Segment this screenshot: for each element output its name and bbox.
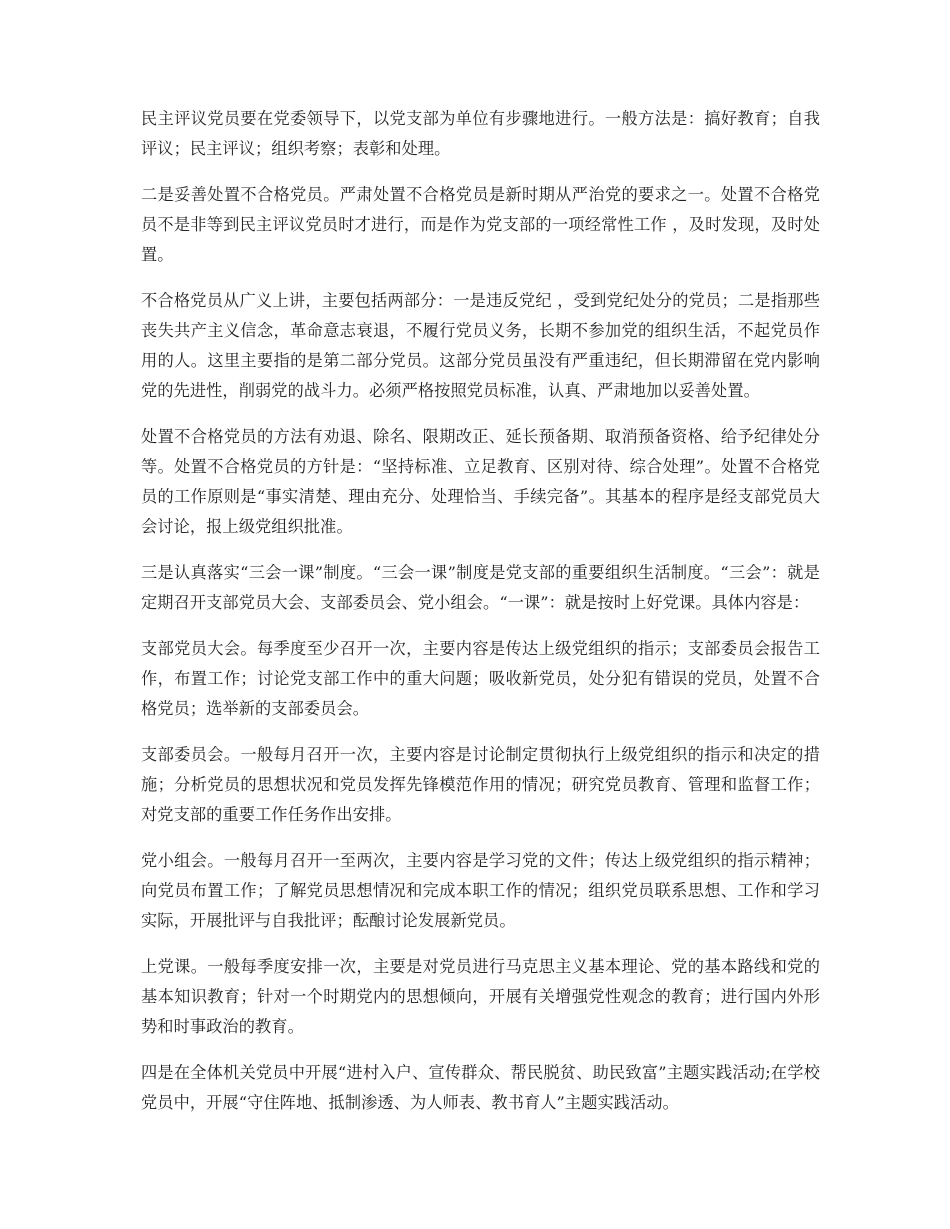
paragraph-party-lesson: 上党课。一般每季度安排一次，主要是对党员进行马克思主义基本理论、党的基本路线和党的基本知识教育；针对一个时期党内的思想倾向，开展有关增强党性观念的教育；进行国内外形势和时事政治的教育。	[141, 957, 820, 1036]
paragraph-unqualified-definition: 不合格党员从广义上讲，主要包括两部分：一是违反党纪 ，受到党纪处分的党员；二是指那些丧失共产主义信念，革命意志衰退，不履行党员义务，长期不参加党的组织生活，不起党员作用的人。这里主要指的是第二部分党员。这部分党员虽没有严重违纪，但长期滞留在党内影响党的先进性，削弱党的战斗力。必须严格按照党员标准，认真、严肃地加以妥善处置。	[141, 291, 820, 400]
paragraph-evaluation-method: 民主评议党员要在党委领导下，以党支部为单位有步骤地进行。一般方法是：搞好教育；自我评议；民主评议；组织考察；表彰和处理。	[141, 109, 820, 158]
paragraph-practice-activities: 四是在全体机关党员中开展“进村入户、宣传群众、帮民脱贫、助民致富”主题实践活动;在学校党员中，开展“守住阵地、抵制渗透、为人师表、教书育人”主题实践活动。	[141, 1063, 820, 1112]
paragraph-branch-members-meeting: 支部党员大会。每季度至少召开一次，主要内容是传达上级党组织的指示；支部委员会报告工作，布置工作；讨论党支部工作中的重大问题；吸收新党员，处分犯有错误的党员，处置不合格党员；选举新的支部委员会。	[141, 639, 820, 718]
paragraph-three-meetings-one-lesson: 三是认真落实“三会一课”制度。“三会一课”制度是党支部的重要组织生活制度。“三会”：就是定期召开支部党员大会、支部委员会、党小组会。“一课”：就是按时上好党课。具体内容是：	[141, 563, 820, 612]
paragraph-party-group-meeting: 党小组会。一般每月召开一至两次，主要内容是学习党的文件；传达上级党组织的指示精神；向党员布置工作；了解党员思想情况和完成本职工作的情况；组织党员联系思想、工作和学习实际，开展批评与自我批评；酝酿讨论发展新党员。	[141, 851, 820, 930]
paragraph-handling-methods: 处置不合格党员的方法有劝退、除名、限期改正、延长预备期、取消预备资格、给予纪律处分等。处置不合格党员的方针是：“坚持标准、立足教育、区别对待、综合处理”。处置不合格党员的工作原则是“事实清楚、理由充分、处理恰当、手续完备”。其基本的程序是经支部党员大会讨论，报上级党组织批准。	[141, 427, 820, 536]
paragraph-handle-unqualified: 二是妥善处置不合格党员。严肃处置不合格党员是新时期从严治党的要求之一。处置不合格党员不是非等到民主评议党员时才进行，而是作为党支部的一项经常性工作 ，及时发现，及时处置。	[141, 185, 820, 264]
paragraph-branch-committee: 支部委员会。一般每月召开一次，主要内容是讨论制定贯彻执行上级党组织的指示和决定的措施；分析党员的思想状况和党员发挥先锋模范作用的情况；研究党员教育、管理和监督工作；对党支部的重要工作任务作出安排。	[141, 745, 820, 824]
